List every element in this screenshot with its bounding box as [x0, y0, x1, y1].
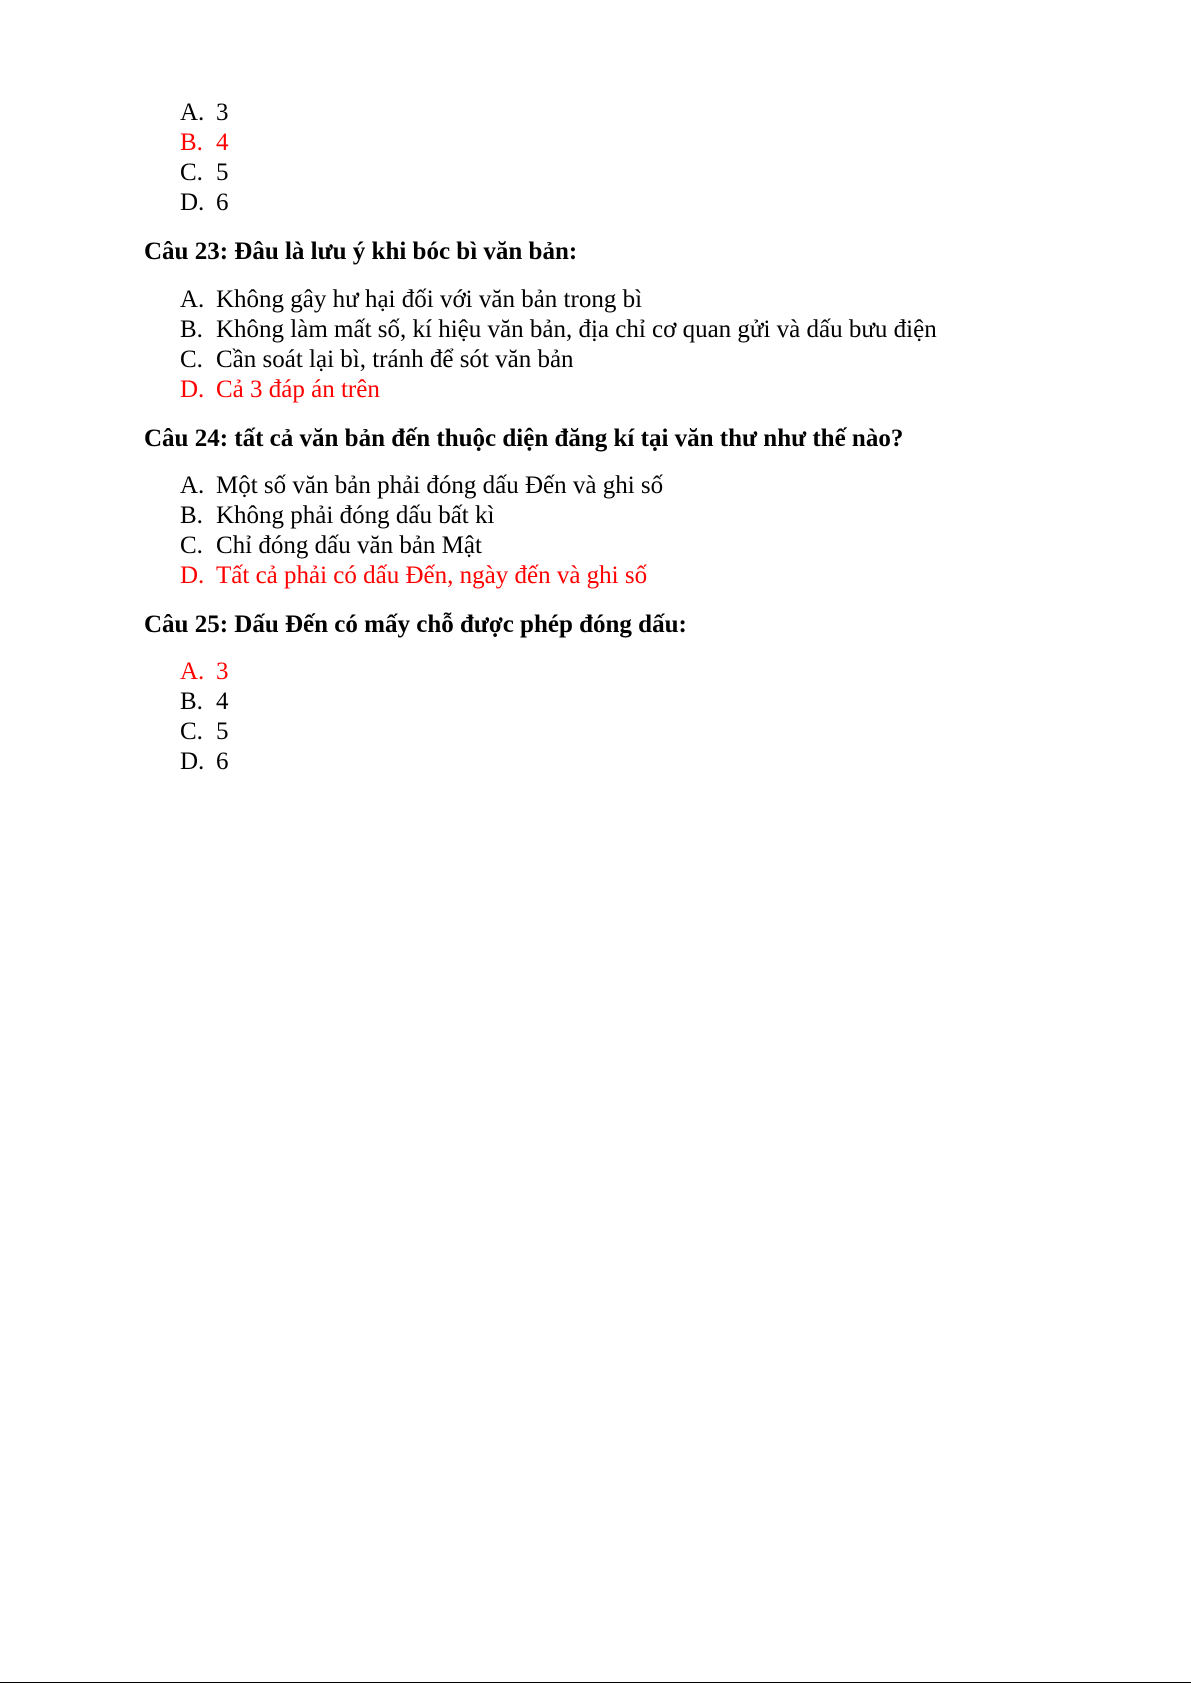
q22-options [180, 98, 229, 218]
option-text: 3 [216, 658, 229, 685]
option-letter: B. [180, 502, 203, 529]
q23-title: Câu 23: Đâu là lưu ý khi bóc bì văn bản: [144, 238, 578, 265]
option-letter: A. [180, 472, 205, 499]
option-text: Chỉ đóng dấu văn bản Mật [216, 532, 482, 559]
option-letter: C. [180, 159, 203, 186]
q23-option-b [180, 315, 937, 345]
option-letter: B. [180, 129, 203, 156]
option-letter: C. [180, 718, 203, 745]
option-letter: C. [180, 532, 203, 559]
q23-options [180, 285, 937, 405]
option-text: Không gây hư hại đối với văn bản trong bì [216, 286, 643, 313]
q24-options [180, 471, 663, 591]
q23-option-c [180, 345, 937, 375]
q25-option-d [180, 747, 229, 777]
q25-option-b [180, 687, 229, 717]
q22-option-d [180, 188, 229, 218]
q24-title: Câu 24: tất cả văn bản đến thuộc diện đăng kí tại văn thư như thế nào? [144, 425, 904, 452]
q25-title: Câu 25: Dấu Đến có mấy chỗ được phép đóng dấu: [144, 611, 687, 638]
option-letter: D. [180, 748, 205, 775]
q22-option-c [180, 158, 229, 188]
q23-option-a [180, 285, 937, 315]
q24-option-d-correct [180, 561, 663, 591]
q25-option-c [180, 717, 229, 747]
option-text: Cần soát lại bì, tránh để sót văn bản [216, 346, 574, 373]
option-text: Không phải đóng dấu bất kì [216, 502, 495, 529]
option-letter: C. [180, 346, 203, 373]
q25-options [180, 657, 229, 777]
option-text: 5 [216, 718, 229, 745]
option-letter: A. [180, 658, 205, 685]
option-text: 6 [216, 189, 229, 216]
option-letter: D. [180, 562, 205, 589]
option-letter: B. [180, 316, 203, 343]
q22-option-b-correct [180, 128, 229, 158]
option-text: Cả 3 đáp án trên [216, 376, 380, 403]
option-text: Tất cả phải có dấu Đến, ngày đến và ghi số [216, 562, 648, 589]
option-text: Không làm mất số, kí hiệu văn bản, địa chỉ cơ quan gửi và dấu bưu điện [216, 316, 937, 343]
q22-option-a [180, 98, 229, 128]
q24-option-b [180, 501, 663, 531]
option-text: 5 [216, 159, 229, 186]
option-letter: B. [180, 688, 203, 715]
page-bottom-divider [0, 1682, 1191, 1683]
option-letter: D. [180, 189, 205, 216]
option-text: Một số văn bản phải đóng dấu Đến và ghi số [216, 472, 664, 499]
q24-option-a [180, 471, 663, 501]
q24-option-c [180, 531, 663, 561]
option-letter: A. [180, 286, 205, 313]
q25-option-a-correct [180, 657, 229, 687]
option-text: 4 [216, 688, 229, 715]
q23-option-d-correct [180, 375, 937, 405]
option-letter: A. [180, 99, 205, 126]
option-text: 6 [216, 748, 229, 775]
option-text: 4 [216, 129, 229, 156]
option-letter: D. [180, 376, 205, 403]
option-text: 3 [216, 99, 229, 126]
